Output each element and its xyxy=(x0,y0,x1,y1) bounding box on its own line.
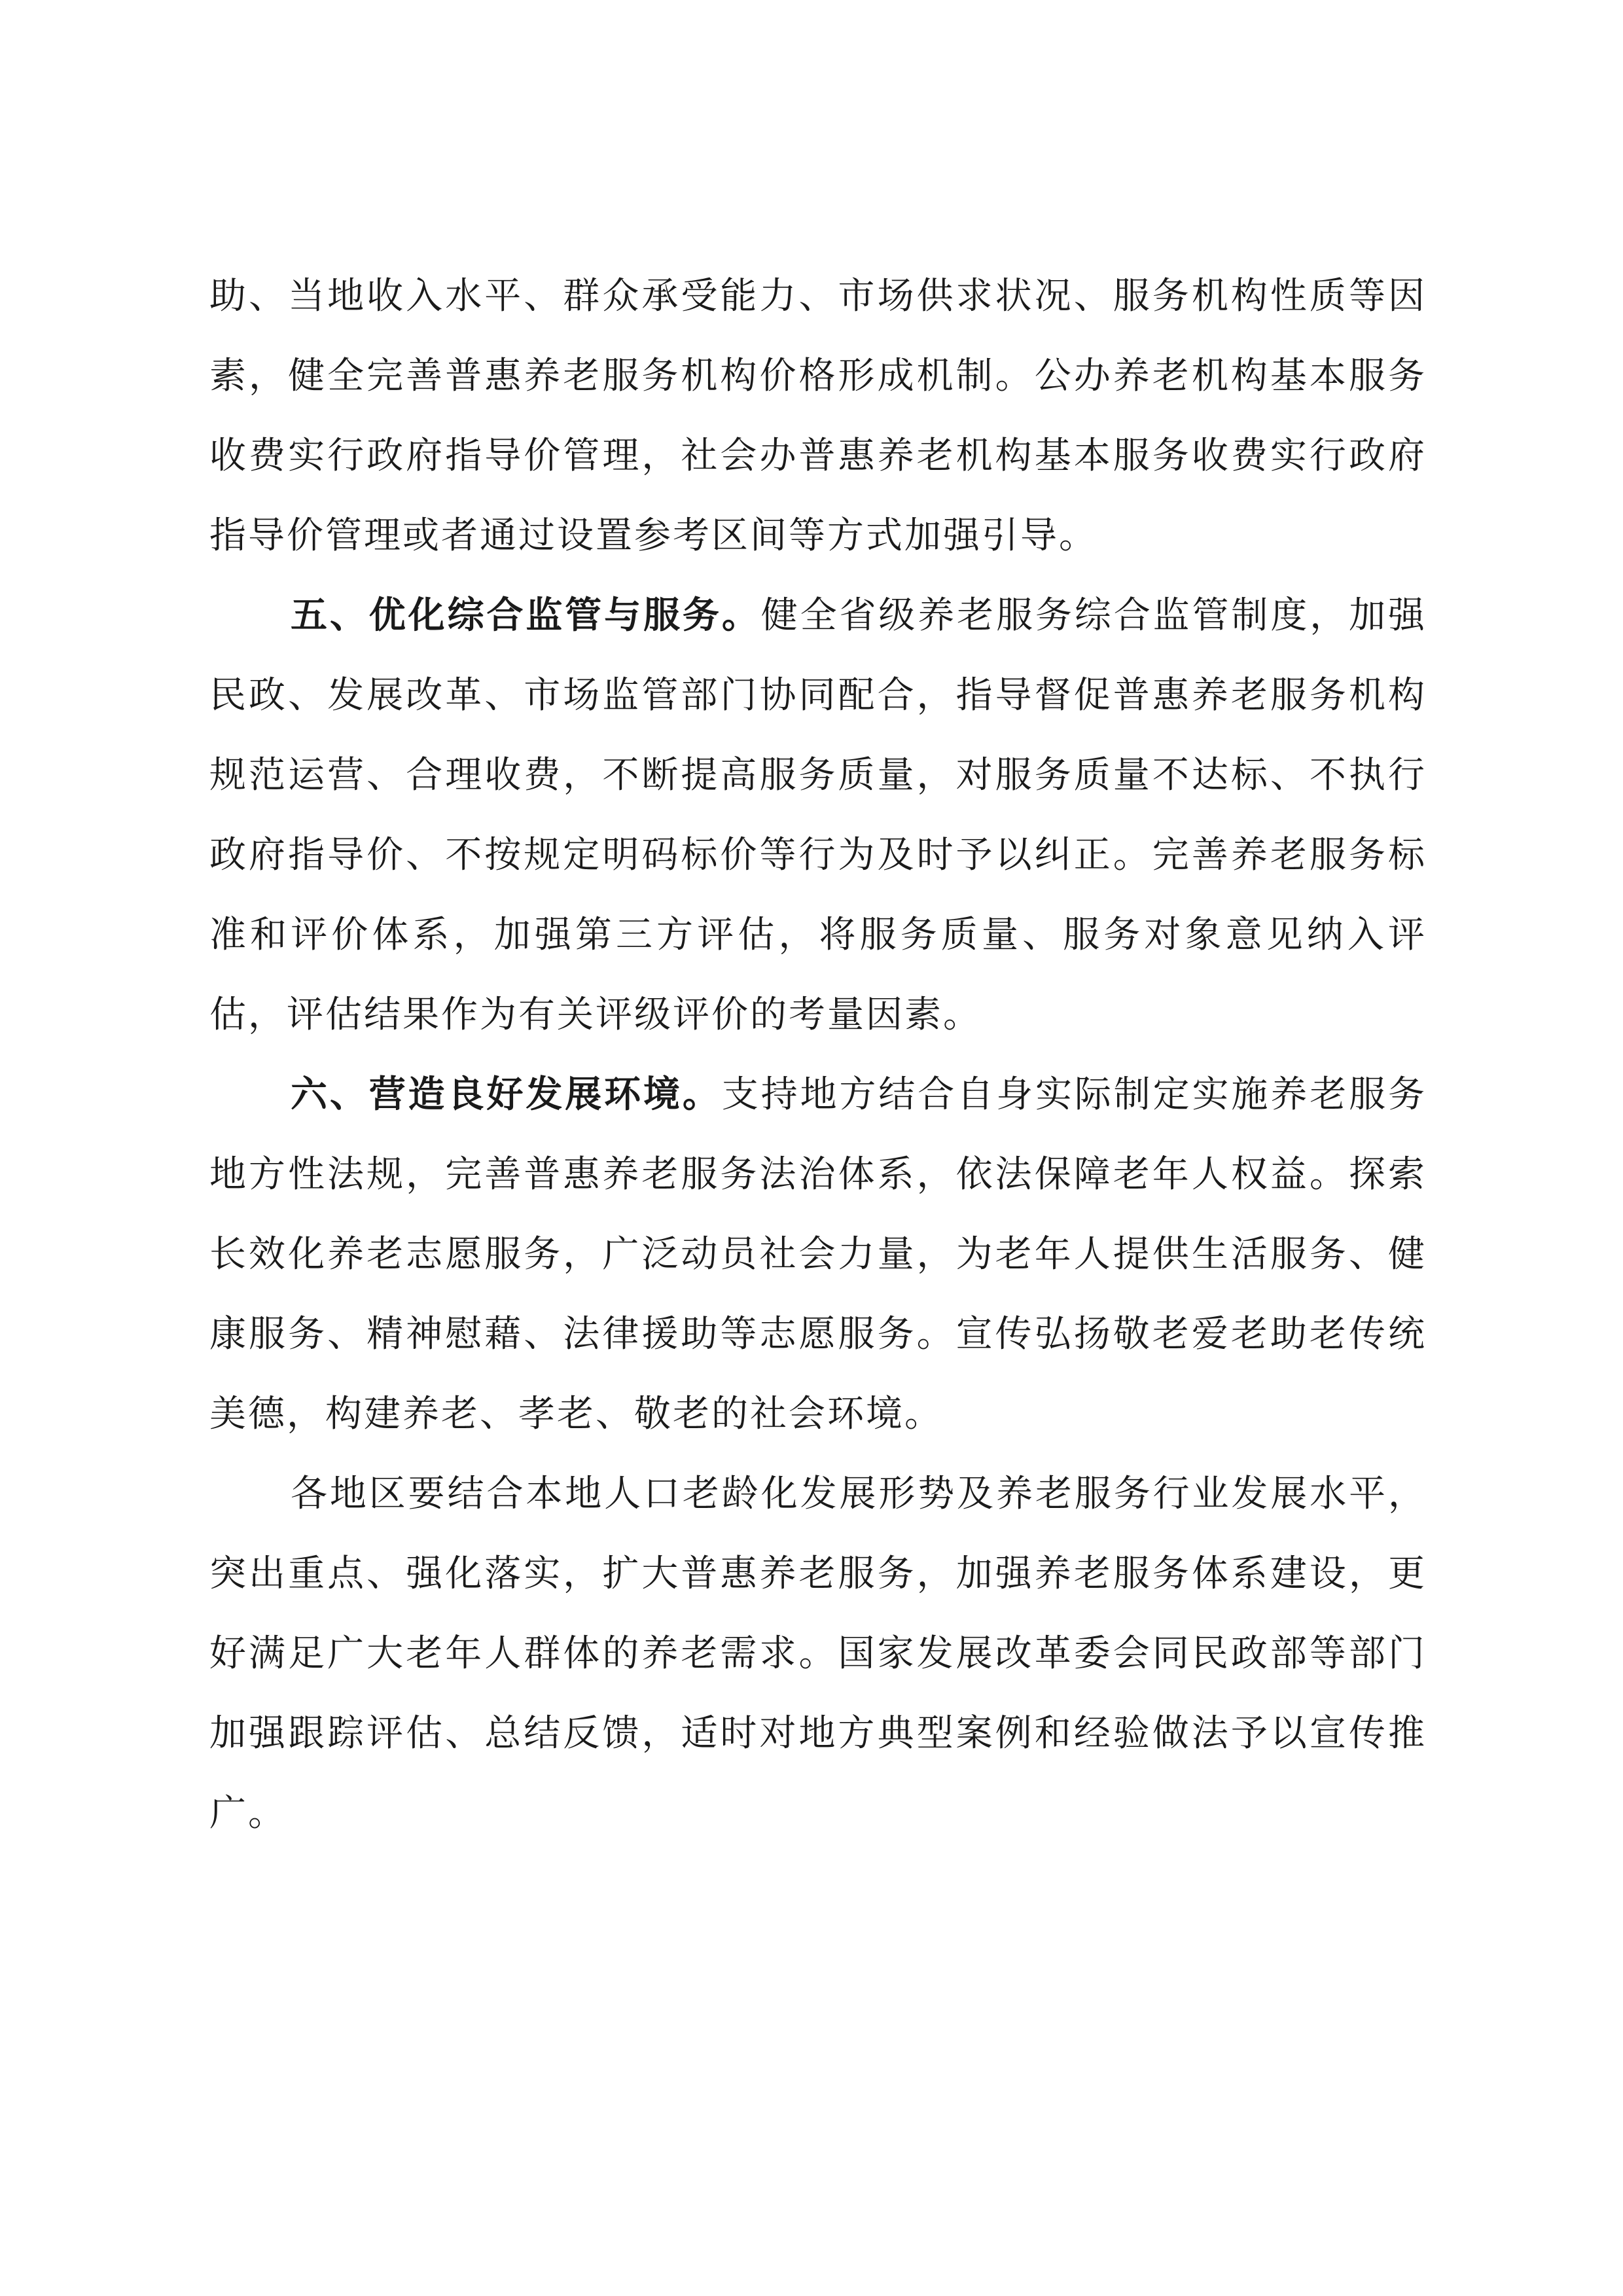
section-heading-six: 六、营造良好发展环境。 xyxy=(291,1073,722,1116)
paragraph-text: 支持地方结合自身实际制定实施养老服务地方性法规，完善普惠养老服务法治体系，依法保障老年人权益。探索长效化养老志愿服务，广泛动员社会力量，为老年人提供生活服务、健康服务、精神慰藉、法律援助等志愿服务。宣传弘扬敬老爱老助老传统美德，构建养老、孝老、敬老的社会环境。 xyxy=(209,1073,1427,1435)
paragraph-text: 健全省级养老服务综合监管制度，加强民政、发展改革、市场监管部门协同配合，指导督促普惠养老服务机构规范运营、合理收费，不断提高服务质量，对服务质量不达标、不执行政府指导价、不按规定明码标价等行为及时予以纠正。完善养老服务标准和评价体系，加强第三方评估，将服务质量、服务对象意见纳入评估，评估结果作为有关评级评价的考量因素。 xyxy=(209,594,1427,1036)
paragraph-text: 各地区要结合本地人口老龄化发展形势及养老服务行业发展水平，突出重点、强化落实，扩大普惠养老服务，加强养老服务体系建设，更好满足广大老年人群体的养老需求。国家发展改革委会同民政部等部门加强跟踪评估、总结反馈，适时对地方典型案例和经验做法予以宣传推广。 xyxy=(209,1473,1427,1835)
paragraph-text: 助、当地收入水平、群众承受能力、市场供求状况、服务机构性质等因素，健全完善普惠养老服务机构价格形成机制。公办养老机构基本服务收费实行政府指导价管理，社会办普惠养老机构基本服务收费实行政府指导价管理或者通过设置参考区间等方式加强引导。 xyxy=(209,275,1427,557)
document-body xyxy=(209,257,1427,1854)
paragraph-section-six xyxy=(209,1055,1427,1454)
paragraph-section-five xyxy=(209,576,1427,1055)
paragraph-continuation xyxy=(209,257,1427,576)
section-heading-five: 五、优化综合监管与服务。 xyxy=(291,594,761,637)
paragraph-closing xyxy=(209,1454,1427,1854)
